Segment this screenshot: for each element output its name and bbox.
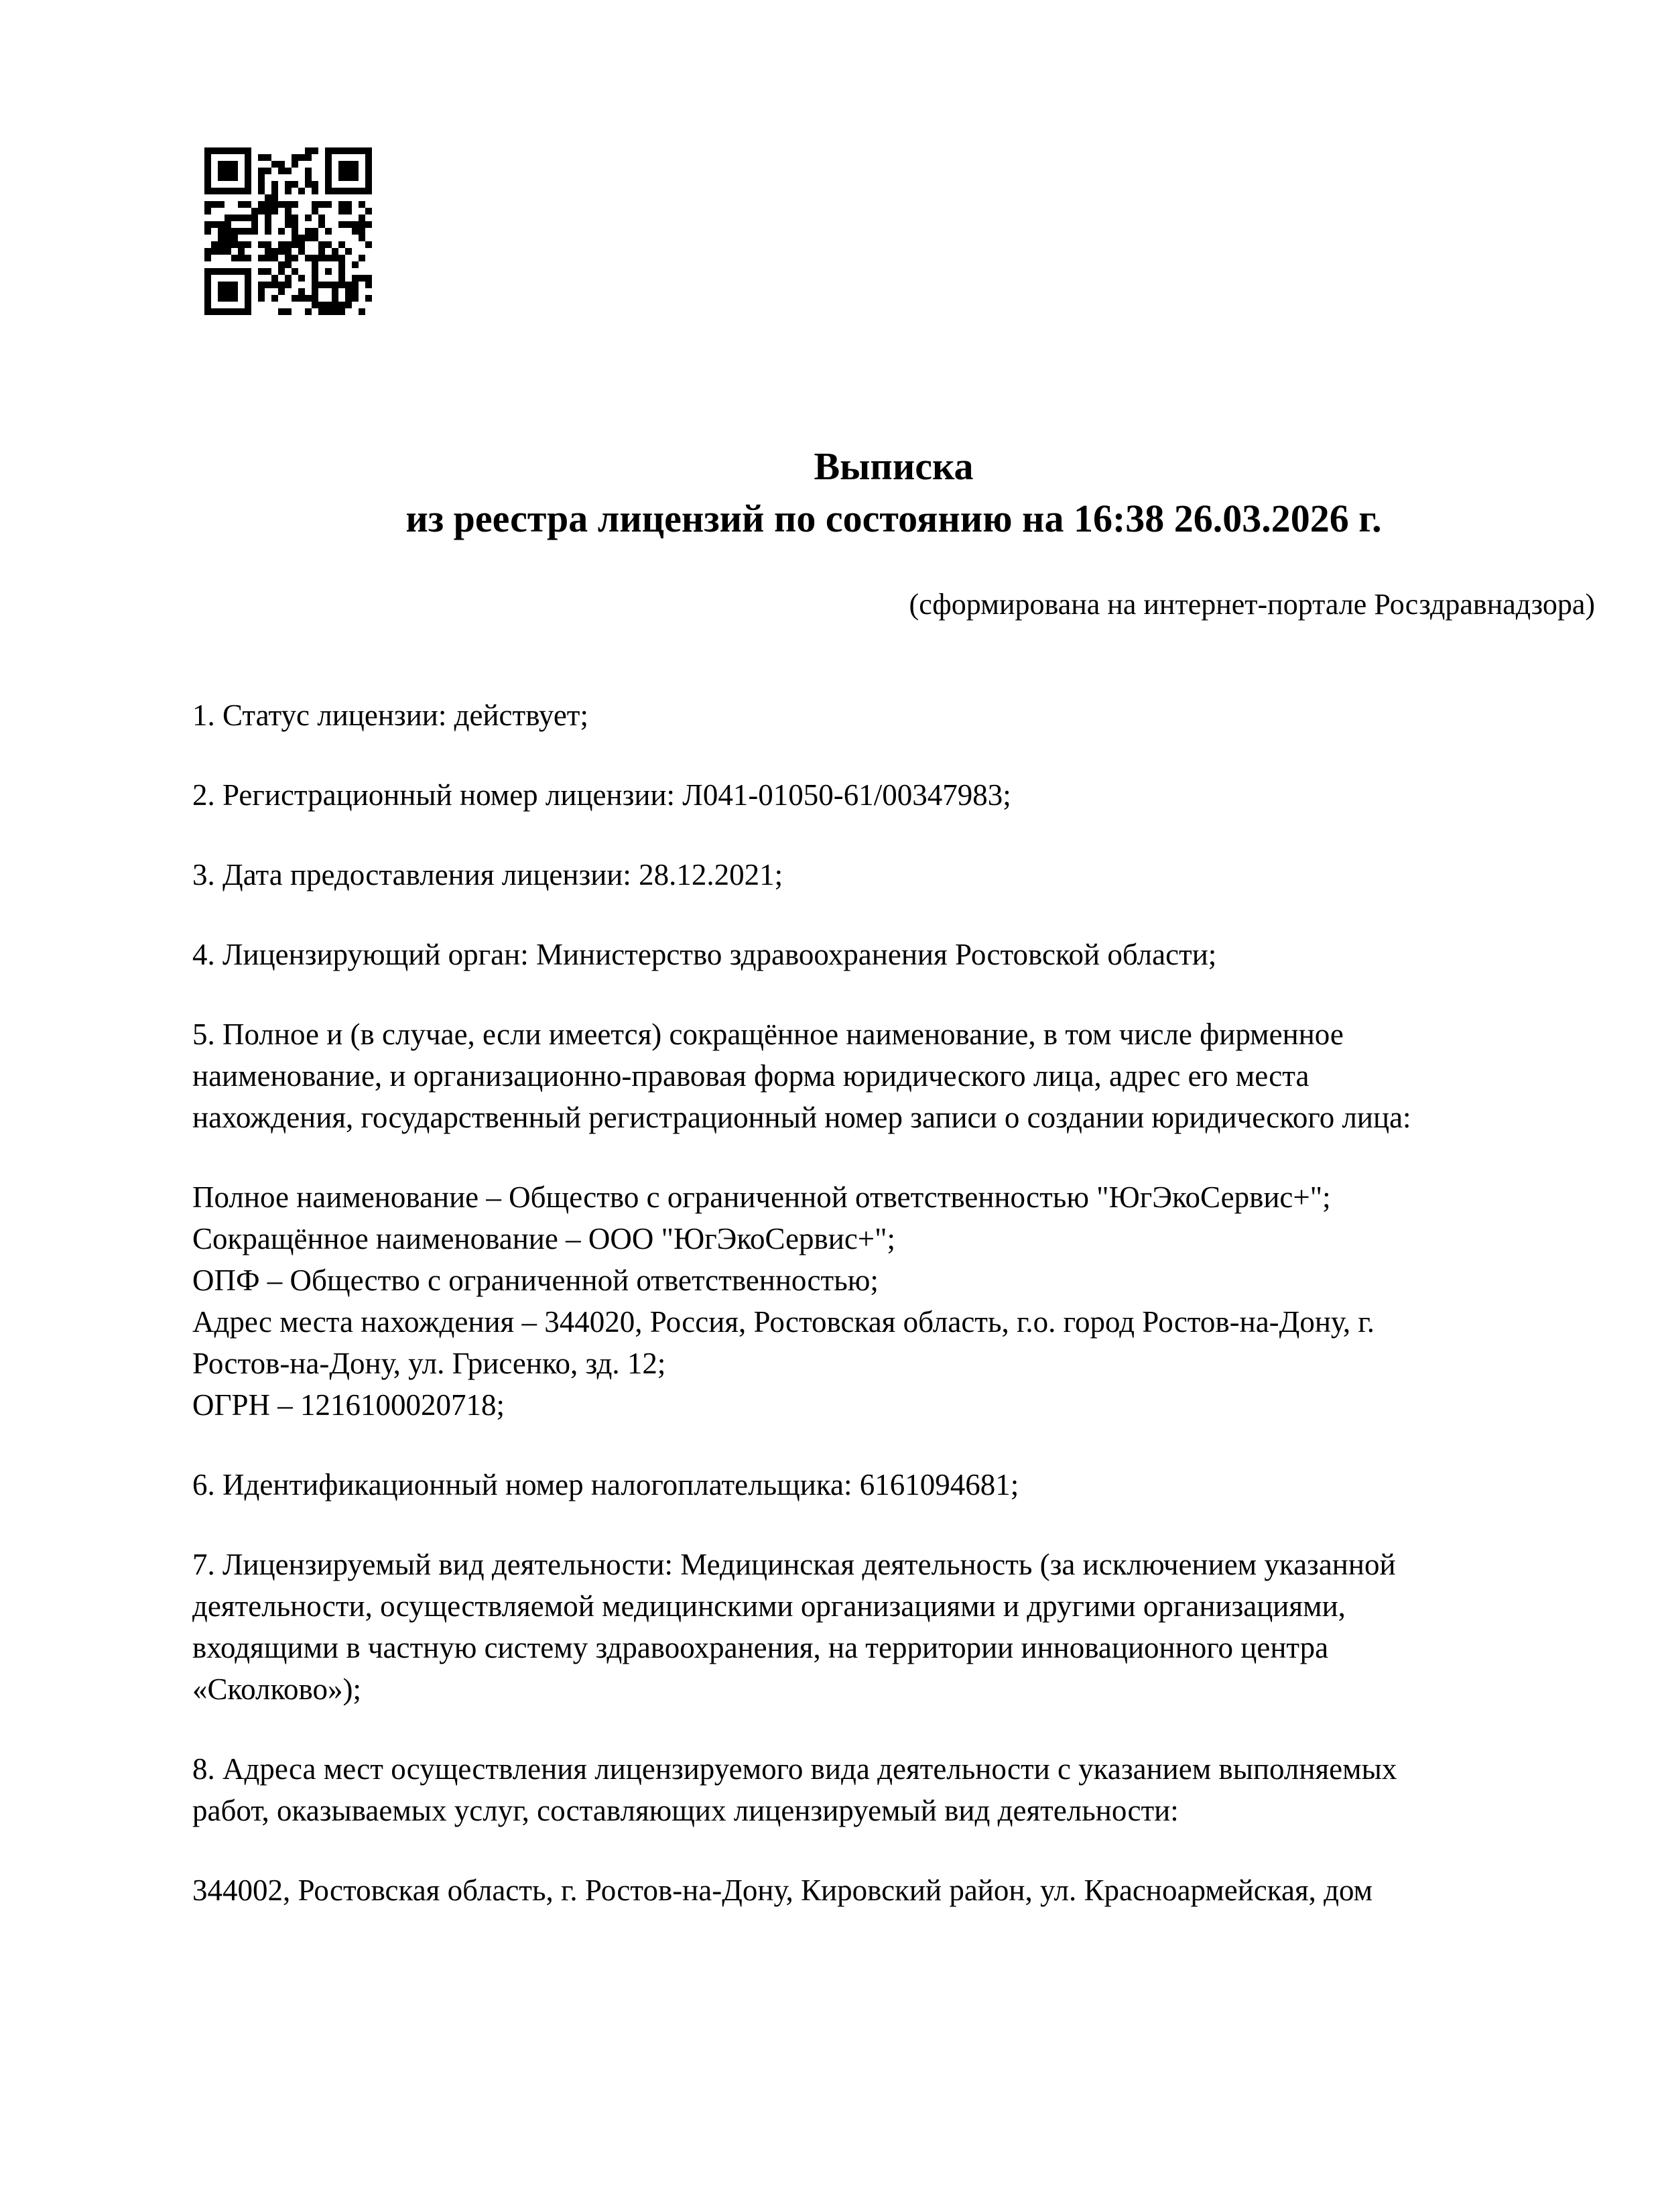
text-line: 6. Идентификационный номер налогоплательщика: 6161094681; [192,1468,1019,1501]
text-line: 2. Регистрационный номер лицензии: Л041-01050-61/00347983; [192,778,1011,812]
text-line: входящими в частную систему здравоохранения, на территории инновационного центра [192,1631,1329,1664]
text-line: 5. Полное и (в случае, если имеется) сокращённое наименование, в том числе фирменное [192,1018,1344,1051]
text-line: 3. Дата предоставления лицензии: 28.12.2021; [192,858,783,892]
text-line: 7. Лицензируемый вид деятельности: Медицинская деятельность (за исключением указанной [192,1548,1396,1581]
paragraph-name-heading [192,1013,1595,1138]
document-body [192,694,1595,1949]
text-line: 1. Статус лицензии: действует; [192,698,588,732]
paragraph-licensing-body [192,934,1595,975]
text-line: «Сколково»); [192,1672,361,1706]
title-line-2: из реестра лицензий по состоянию на 16:38 26.03.2026 г. [405,497,1382,540]
paragraph-inn [192,1464,1595,1506]
text-line: работ, оказываемых услуг, составляющих лицензируемый вид деятельности: [192,1794,1179,1827]
paragraph-addresses-heading [192,1748,1595,1831]
text-line: Адрес места нахождения – 344020, Россия, Ростовская область, г.о. город Ростов-на-Дону, г. [192,1305,1375,1339]
text-line: 8. Адреса мест осуществления лицензируемого вида деятельности с указанием выполняемых [192,1752,1397,1786]
text-line: Полное наименование – Общество с ограниченной ответственностью "ЮгЭкоСервис+"; [192,1180,1331,1214]
text-line: Сокращённое наименование – ООО "ЮгЭкоСервис+"; [192,1222,896,1255]
text-line: 344002, Ростовская область, г. Ростов-на-Дону, Кировский район, ул. Красноармейская, дом [192,1873,1373,1907]
text-line: ОПФ – Общество с ограниченной ответственностью; [192,1264,879,1297]
document-subtitle: (сформирована на интернет-портале Росздравнадзора) [909,588,1595,621]
text-line: наименование, и организационно-правовая форма юридического лица, адрес его места [192,1059,1309,1093]
paragraph-activity-type [192,1544,1595,1710]
qr-code [204,147,372,315]
paragraph-activity-address [192,1869,1595,1911]
document-title [192,440,1595,545]
text-line: ОГРН – 1216100020718; [192,1388,505,1422]
title-line-1: Выписка [814,444,974,488]
text-line: нахождения, государственный регистрационный номер записи о создании юридического лица: [192,1101,1411,1134]
text-line: деятельности, осуществляемой медицинскими организациями и другими организациями, [192,1589,1346,1623]
qr-code-icon [204,147,372,315]
text-line: Ростов-на-Дону, ул. Грисенко, зд. 12; [192,1347,666,1380]
paragraph-grant-date [192,854,1595,896]
paragraph-status [192,694,1595,736]
text-line: 4. Лицензирующий орган: Министерство здравоохранения Ростовской области; [192,938,1217,971]
paragraph-org-details [192,1176,1595,1426]
paragraph-reg-number [192,774,1595,816]
